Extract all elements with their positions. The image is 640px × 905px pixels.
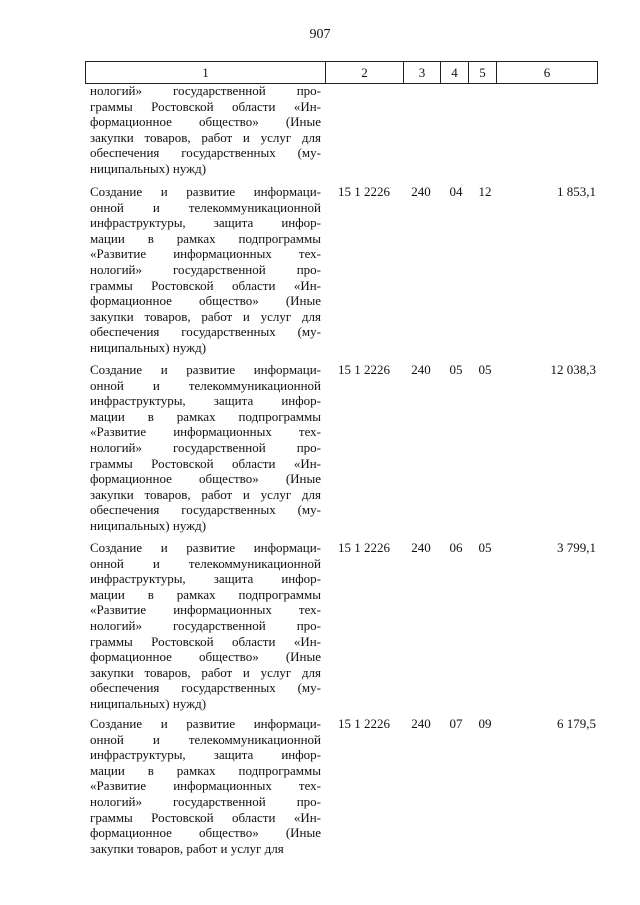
cell-amount: 3 799,1 <box>557 540 596 555</box>
description-line: закупки товаров, работ и услуг для <box>90 308 321 324</box>
description-line: мации в рамках подпрограммы <box>90 762 321 778</box>
description-line: онной и телекоммуникационной <box>90 377 321 393</box>
description-line: Создание и развитие информаци- <box>90 184 321 199</box>
cell-code: 15 1 2226 <box>338 716 390 731</box>
cell-amount: 1 853,1 <box>557 184 596 199</box>
description-line: ниципальных) нужд) <box>90 160 207 176</box>
description-line: нологий» государственной про- <box>90 617 321 633</box>
description-line: нологий» государственной про- <box>90 261 321 277</box>
cell-description <box>90 83 321 177</box>
description-line: формационное общество» (Иные <box>90 114 321 130</box>
cell-vr: 240 <box>411 540 431 555</box>
description-line: формационное общество» (Иные <box>90 471 321 487</box>
description-line: мации в рамках подпрограммы <box>90 230 321 246</box>
description-line: «Развитие информационных тех- <box>90 778 321 794</box>
description-line: закупки товаров, работ и услуг для <box>90 840 284 856</box>
description-line: «Развитие информационных тех- <box>90 602 321 618</box>
description-line: мации в рамках подпрограммы <box>90 408 321 424</box>
description-line: граммы Ростовской области «Ин- <box>90 98 321 114</box>
table-header <box>85 61 598 84</box>
cell-description <box>90 184 321 356</box>
description-line: Создание и развитие информаци- <box>90 362 321 377</box>
description-line: инфраструктуры, защита инфор- <box>90 215 321 231</box>
cell-pr: 05 <box>478 540 492 555</box>
cell-description <box>90 362 321 534</box>
description-line: закупки товаров, работ и услуг для <box>90 486 321 502</box>
cell-vr: 240 <box>411 716 431 731</box>
description-line: нологий» государственной про- <box>90 439 321 455</box>
description-line: формационное общество» (Иные <box>90 825 321 841</box>
description-line: закупки товаров, работ и услуг для <box>90 129 321 145</box>
cell-pr: 05 <box>478 362 492 377</box>
header-col-4: 4 <box>441 62 469 84</box>
header-col-2: 2 <box>326 62 404 84</box>
description-line: формационное общество» (Иные <box>90 293 321 309</box>
description-line: Создание и развитие информаци- <box>90 716 321 731</box>
description-line: обеспечения государственных (му- <box>90 502 321 518</box>
cell-pr: 12 <box>478 184 492 199</box>
description-line: «Развитие информационных тех- <box>90 424 321 440</box>
cell-code: 15 1 2226 <box>338 184 390 199</box>
cell-pr: 09 <box>478 716 492 731</box>
cell-description <box>90 540 321 712</box>
description-line: ниципальных) нужд) <box>90 695 207 711</box>
description-line: инфраструктуры, защита инфор- <box>90 571 321 587</box>
description-line: граммы Ростовской области «Ин- <box>90 455 321 471</box>
description-line: обеспечения государственных (му- <box>90 680 321 696</box>
cell-code: 15 1 2226 <box>338 362 390 377</box>
description-line: онной и телекоммуникационной <box>90 731 321 747</box>
cell-rz: 07 <box>449 716 463 731</box>
cell-amount: 12 038,3 <box>550 362 596 377</box>
page-number: 907 <box>309 27 331 42</box>
description-line: ниципальных) нужд) <box>90 339 207 355</box>
cell-description <box>90 716 321 856</box>
description-line: инфраструктуры, защита инфор- <box>90 747 321 763</box>
description-line: ниципальных) нужд) <box>90 517 207 533</box>
cell-code: 15 1 2226 <box>338 540 390 555</box>
description-line: онной и телекоммуникационной <box>90 199 321 215</box>
description-line: формационное общество» (Иные <box>90 649 321 665</box>
description-line: закупки товаров, работ и услуг для <box>90 664 321 680</box>
description-line: мации в рамках подпрограммы <box>90 586 321 602</box>
description-line: обеспечения государственных (му- <box>90 324 321 340</box>
header-col-3: 3 <box>404 62 441 84</box>
description-line: граммы Ростовской области «Ин- <box>90 277 321 293</box>
description-line: нологий» государственной про- <box>90 793 321 809</box>
description-line: «Развитие информационных тех- <box>90 246 321 262</box>
cell-vr: 240 <box>411 184 431 199</box>
header-row <box>86 62 598 84</box>
description-line: Создание и развитие информаци- <box>90 540 321 555</box>
description-line: граммы Ростовской области «Ин- <box>90 809 321 825</box>
description-line: онной и телекоммуникационной <box>90 555 321 571</box>
header-col-5: 5 <box>469 62 497 84</box>
cell-vr: 240 <box>411 362 431 377</box>
header-col-1: 1 <box>86 62 326 84</box>
description-line: инфраструктуры, защита инфор- <box>90 393 321 409</box>
description-line: обеспечения государственных (му- <box>90 145 321 161</box>
description-line: граммы Ростовской области «Ин- <box>90 633 321 649</box>
cell-amount: 6 179,5 <box>557 716 596 731</box>
cell-rz: 04 <box>449 184 463 199</box>
description-line: нологий» государственной про- <box>90 83 321 98</box>
cell-rz: 06 <box>449 540 463 555</box>
header-col-6: 6 <box>497 62 598 84</box>
cell-rz: 05 <box>449 362 463 377</box>
